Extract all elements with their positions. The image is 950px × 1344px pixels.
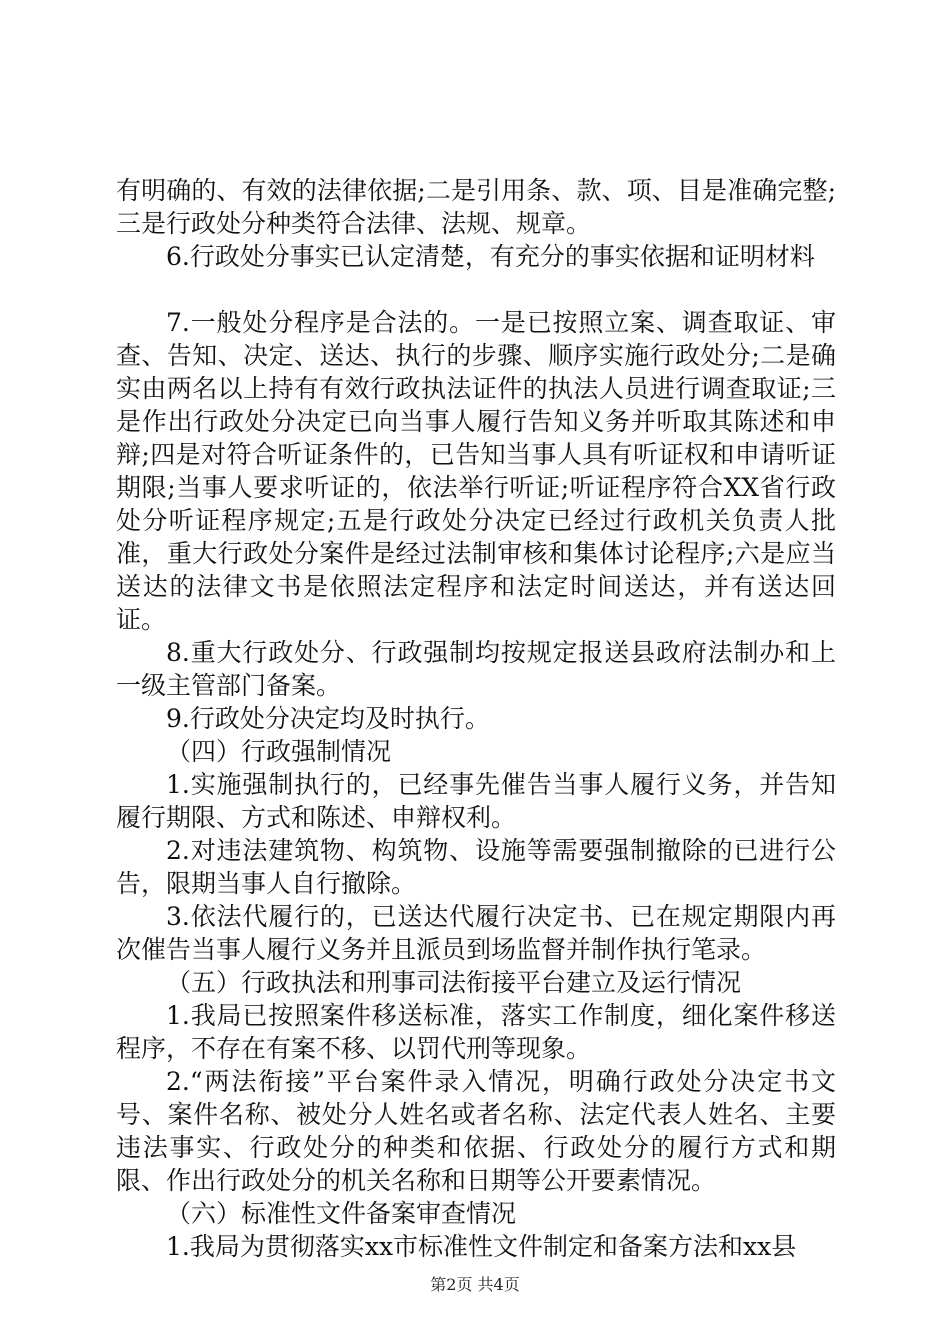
section-heading-5: （五）行政执法和刑事司法衔接平台建立及运行情况 bbox=[166, 968, 742, 997]
paragraph-item-7: 7.一般处分程序是合法的。一是已按照立案、调查取证、审查、告知、决定、送达、执行的步骤、顺序实施行政处分;二是确实由两名以上持有有效行政执法证件的执法人员进行调查取证;三是作出行政处分决定已向当事人履行告知义务并听取其陈述和申辩;四是对符合听证条件的，已告知当事人具有听证权和申请听证期限;当事人要求听证的，依法举行听证;听证程序符合XX省行政处分听证程序规定;五是行政处分决定已经过行政机关负责人批准，重大行政处分案件是经过法制审核和集体讨论程序;六是应当送达的法律文书是依照法定程序和法定时间送达，并有送达回证。 bbox=[116, 308, 836, 634]
paragraph-enforcement-1: 1.实施强制执行的，已经事先催告当事人履行义务，并告知履行期限、方式和陈述、申辩权利。 bbox=[116, 770, 836, 832]
page-footer: 第2页 共4页 bbox=[430, 1275, 520, 1294]
document-body bbox=[116, 174, 836, 1263]
paragraph-enforcement-3: 3.依法代履行的，已送达代履行决定书、已在规定期限内再次催告当事人履行义务并且派员到场监督并制作执行笔录。 bbox=[116, 902, 836, 964]
section-heading-4: （四）行政强制情况 bbox=[166, 737, 392, 766]
paragraph-item-6: 6.行政处分事实已认定清楚，有充分的事实依据和证明材料 bbox=[166, 242, 815, 271]
blank-line bbox=[116, 273, 836, 306]
paragraph-item-8: 8.重大行政处分、行政强制均按规定报送县政府法制办和上一级主管部门备案。 bbox=[116, 638, 836, 700]
paragraph-enforcement-2: 2.对违法建筑物、构筑物、设施等需要强制撤除的已进行公告，限期当事人自行撤除。 bbox=[116, 836, 836, 898]
paragraph-continuation: 有明确的、有效的法律依据;二是引用条、款、项、目是准确完整;三是行政处分种类符合法律、法规、规章。 bbox=[116, 176, 836, 238]
paragraph-platform-1: 1.我局已按照案件移送标准，落实工作制度，细化案件移送程序，不存在有案不移、以罚代刑等现象。 bbox=[116, 1001, 836, 1063]
paragraph-item-9: 9.行政处分决定均及时执行。 bbox=[166, 704, 490, 733]
paragraph-standards-1: 1.我局为贯彻落实xx市标准性文件制定和备案方法和xx县 bbox=[166, 1232, 797, 1261]
section-heading-6: （六）标准性文件备案审查情况 bbox=[166, 1199, 517, 1228]
paragraph-platform-2: 2.“两法衔接”平台案件录入情况，明确行政处分决定书文号、案件名称、被处分人姓名或者名称、法定代表人姓名、主要违法事实、行政处分的种类和依据、行政处分的履行方式和期限、作出行政处分的机关名称和日期等公开要素情况。 bbox=[116, 1067, 836, 1195]
